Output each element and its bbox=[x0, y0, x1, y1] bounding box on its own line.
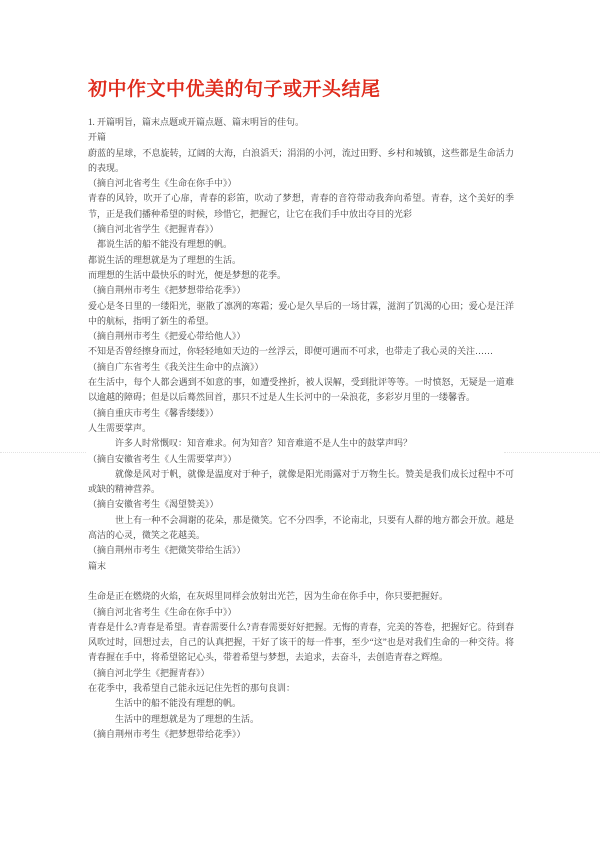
intro-line: 1. 开篇明旨，篇末点题或开篇点题、篇末明旨的佳句。 bbox=[88, 117, 305, 127]
source-attribution-line: （摘自安徽省考生《渴望赞美》） bbox=[88, 499, 219, 510]
text-paragraph: 生活中的船不能没有理想的帆。 bbox=[115, 698, 242, 709]
text-paragraph: 而理想的生活中最快乐的时光，便是梦想的花季。 bbox=[88, 269, 287, 280]
source-attribution-line: （摘自荆州市考生《把梦想带给花季》） bbox=[88, 728, 246, 739]
text-paragraph: 都说生活的船不能没有理想的帆。 bbox=[97, 239, 233, 250]
source-attribution-line: （摘自安徽省考生《人生需要掌声》） bbox=[88, 453, 237, 464]
sections-container bbox=[88, 130, 514, 742]
source-attribution-line: （摘自河北学生《把握青春》） bbox=[88, 667, 210, 678]
scan-artifact-line-right bbox=[504, 452, 600, 453]
text-paragraph: 蔚蓝的星球，不息旋转，辽阔的大海，白浪滔天；涓涓的小河，流过田野、乡村和城镇，这些都是生命活力的表现。 bbox=[88, 147, 514, 173]
text-paragraph: 生活中的理想就是为了理想的生活。 bbox=[115, 713, 260, 724]
scan-artifact-line-left bbox=[0, 452, 86, 453]
section-heading-2: 篇末 bbox=[88, 560, 107, 571]
source-attribution-line: （摘自荆州市考生《把微笑带给生活》） bbox=[88, 545, 246, 556]
text-paragraph: 都说生活的理想就是为了理想的生活。 bbox=[88, 254, 242, 265]
text-paragraph: 生命是正在燃烧的火焰，在灰烬里同样会放射出光芒，因为生命在你手中，你只要把握好。 bbox=[88, 591, 449, 602]
text-paragraph: 人生需要掌声。 bbox=[88, 422, 152, 433]
text-paragraph: 不知是否曾经擦身而过，你轻轻地如天边的一丝浮云，即便可遇而不可求，也带走了我心灵的关注…… bbox=[88, 346, 494, 357]
text-paragraph: 就像是风对于帆，就像是温度对于种子，就像是阳光雨露对于万物生长。赞美是我们成长过程中不可或缺的精神营养。 bbox=[88, 468, 514, 495]
document-body bbox=[88, 115, 514, 742]
text-paragraph: 在生活中，每个人都会遇到不如意的事，如遭受挫折，被人误解，受到批评等等。一时愤怒，无疑是一道难以逾越的障碍；但是以后蓦然回首，那只不过是人生长河中的一朵浪花，多彩岁月里的一缕馨香。 bbox=[88, 377, 514, 403]
section-heading-1: 开篇 bbox=[88, 132, 107, 143]
text-paragraph: 青春的风铃，吹开了心扉，青春的彩笛，吹动了梦想，青春的音符带动我奔向希望。青春，这个美好的季节，正是我们播种希望的时候，珍惜它，把握它，让它在我们手中放出夺目的光彩 bbox=[88, 193, 514, 219]
source-attribution-line: （摘自河北省学生《把握青春》） bbox=[88, 224, 219, 235]
source-attribution-line: （摘自荆州市考生《把爱心带给他人》） bbox=[88, 331, 246, 342]
text-paragraph: 许多人时常慨叹：知音难求。何为知音？知音难道不是人生中的鼓掌声吗？ bbox=[115, 438, 413, 449]
document-title: 初中作文中优美的句子或开头结尾 bbox=[88, 79, 381, 100]
source-attribution-line: （摘自荆州市考生《把梦想带给花季》） bbox=[88, 285, 246, 296]
text-paragraph: 青春是什么?青春是希望。青春需要什么?青春需要好好把握。无悔的青春，完美的答卷，把握好它。待到春风吹过时，回想过去，自己的认真把握，干好了该干的每一件事，至少“这”也是对我们生命的一种交待。将青春握在手中，将希望铭记心头，带着希望与梦想，去追求，去奋斗，去创造青春之辉煌。 bbox=[88, 621, 514, 663]
source-attribution-line: （摘自广东省考生《我关注生命中的点滴》） bbox=[88, 361, 264, 372]
text-paragraph: 世上有一种不会凋谢的花朵，那是微笑。它不分四季，不论南北，只要有人群的地方都会开放。越是高洁的心灵，微笑之花越美。 bbox=[88, 514, 514, 541]
text-paragraph: 在花季中，我希望自己能永远记住先哲的那句良训： bbox=[88, 682, 296, 693]
source-attribution-line: （摘自河北省考生《生命在你手中》） bbox=[88, 178, 237, 189]
source-attribution-line: （摘自重庆市考生《馨香缕缕》） bbox=[88, 407, 219, 418]
source-attribution-line: （摘自河北省考生《生命在你手中》） bbox=[88, 606, 237, 617]
text-paragraph: 爱心是冬日里的一缕阳光，驱散了凛冽的寒霜；爱心是久旱后的一场甘霖，滋润了饥渴的心田；爱心是汪洋中的航标，指明了新生的希望。 bbox=[88, 300, 514, 326]
